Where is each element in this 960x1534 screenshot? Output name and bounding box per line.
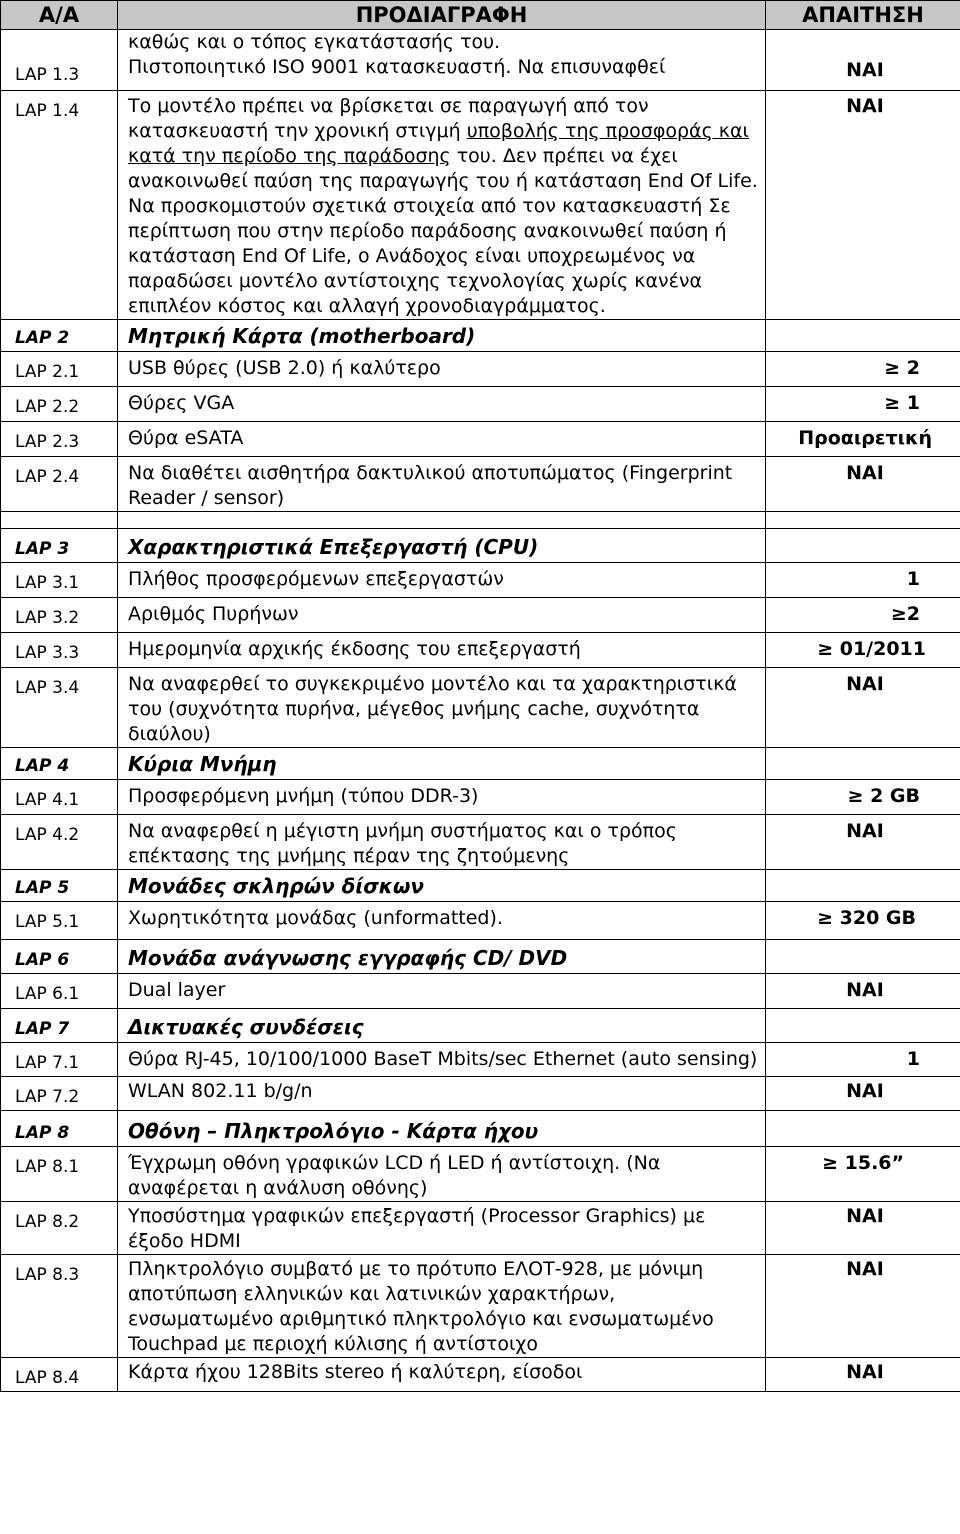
section-title: Κύρια Μνήμη [118, 748, 766, 780]
row-requirement: ΝΑΙ [766, 1077, 960, 1111]
row-spec: USB θύρες (USB 2.0) ή καλύτερο [118, 352, 766, 387]
row-spec: Να αναφερθεί η μέγιστη μνήμη συστήματος και ο τρόπος επέκτασης της μνήμης πέραν της ζητούμενης [118, 815, 766, 870]
row-spec: Να αναφερθεί το συγκεκριμένο μοντέλο και τα χαρακτηριστικά του (συχνότητα πυρήνα, μέγεθος μνήμης cache, συχνότητα διαύλου) [118, 668, 766, 748]
table-row [1, 974, 960, 1009]
row-requirement: ΝΑΙ [766, 668, 960, 748]
row-code: LAP 8.3 [1, 1255, 118, 1358]
row-code: LAP 1.3 [1, 30, 118, 91]
row-requirement [766, 1111, 960, 1147]
row-requirement: ΝΑΙ [766, 815, 960, 870]
row-code: LAP 2.2 [1, 387, 118, 422]
row-requirement [766, 940, 960, 974]
row-code: LAP 7.2 [1, 1077, 118, 1111]
row-requirement: ΝΑΙ [766, 457, 960, 512]
section-code: LAP 7 [1, 1009, 118, 1043]
row-spec: Ημερομηνία αρχικής έκδοσης του επεξεργαστή [118, 633, 766, 668]
table-row [1, 780, 960, 815]
row-requirement: ≥ 15.6” [766, 1147, 960, 1202]
section-code: LAP 5 [1, 870, 118, 902]
row-code: LAP 8.4 [1, 1358, 118, 1392]
section-row [1, 1111, 960, 1147]
row-code: LAP 6.1 [1, 974, 118, 1009]
section-row [1, 529, 960, 563]
table-row [1, 91, 960, 320]
row-spec [118, 30, 766, 91]
table-row [1, 387, 960, 422]
row-requirement: ΝΑΙ [766, 974, 960, 1009]
section-title: Δικτυακές συνδέσεις [118, 1009, 766, 1043]
table-row [1, 1077, 960, 1111]
row-requirement: ≥ 2 [766, 352, 960, 387]
row-spec: Κάρτα ήχου 128Bits stereo ή καλύτερη, είσοδοι [118, 1358, 766, 1392]
row-requirement [766, 748, 960, 780]
row-spec: Χωρητικότητα μονάδας (unformatted). [118, 902, 766, 940]
row-spec: Θύρα eSATA [118, 422, 766, 457]
spacer-row [1, 512, 960, 529]
row-requirement: ΝΑΙ [766, 91, 960, 320]
row-requirement: ≥ 1 [766, 387, 960, 422]
section-code: LAP 6 [1, 940, 118, 974]
section-title: Μονάδα ανάγνωσης εγγραφής CD/ DVD [118, 940, 766, 974]
row-requirement: ΝΑΙ [766, 30, 960, 91]
row-requirement: ΝΑΙ [766, 1202, 960, 1255]
row-spec: Θύρα RJ-45, 10/100/1000 BaseT Mbits/sec Ethernet (auto sensing) [118, 1043, 766, 1077]
row-code: LAP 4.1 [1, 780, 118, 815]
table-row [1, 633, 960, 668]
spec-text-underlined: υποβολής της προσφοράς και κατά την περίοδο της παράδοσης [128, 120, 749, 167]
row-spec [118, 91, 766, 320]
row-spec: Έγχρωμη οθόνη γραφικών LCD ή LED ή αντίστοιχη. (Να αναφέρεται η ανάλυση οθόνης) [118, 1147, 766, 1202]
section-row [1, 1009, 960, 1043]
section-title: Μητρική Κάρτα (motherboard) [118, 320, 766, 352]
row-requirement: ≥ 320 GB [766, 902, 960, 940]
header-code: Α/Α [1, 1, 118, 30]
table-row [1, 1147, 960, 1202]
row-code: LAP 2.3 [1, 422, 118, 457]
row-code: LAP 5.1 [1, 902, 118, 940]
table-header [1, 1, 960, 30]
section-code: LAP 2 [1, 320, 118, 352]
row-requirement: ΝΑΙ [766, 1255, 960, 1358]
section-row [1, 940, 960, 974]
table-row [1, 422, 960, 457]
row-spec: Προσφερόμενη μνήμη (τύπου DDR-3) [118, 780, 766, 815]
row-code: LAP 2.1 [1, 352, 118, 387]
row-code: LAP 1.4 [1, 91, 118, 320]
row-spec: Υποσύστημα γραφικών επεξεργαστή (Processor Graphics) με έξοδο HDMI [118, 1202, 766, 1255]
row-code: LAP 7.1 [1, 1043, 118, 1077]
row-spec: Πλήθος προσφερόμενων επεξεργαστών [118, 563, 766, 598]
row-requirement [766, 870, 960, 902]
row-requirement [766, 320, 960, 352]
section-row [1, 320, 960, 352]
continuation-text: καθώς και ο τόπος εγκατάστασής του. [128, 31, 501, 53]
row-code: LAP 3.3 [1, 633, 118, 668]
row-code: LAP 8.1 [1, 1147, 118, 1202]
table-row [1, 815, 960, 870]
row-requirement: 1 [766, 1043, 960, 1077]
section-title: Οθόνη – Πληκτρολόγιο - Κάρτα ήχου [118, 1111, 766, 1147]
row-requirement: 1 [766, 563, 960, 598]
table-row [1, 563, 960, 598]
header-spec: ΠΡΟΔΙΑΓΡΑΦΗ [118, 1, 766, 30]
spec-text: Να προσκομιστούν σχετικά στοιχεία από τον κατασκευαστή Σε περίπτωση που στην περίοδο παράδοσης ανακοινωθεί παύση ή κατάσταση End Of Life, ο Ανάδοχος είναι υποχρεωμένος να παραδώσει μοντέλο αντίστοιχης τεχνολογίας χωρίς κανένα επιπλέον κόστος και αλλαγή χρονοδιαγράμματος. [128, 195, 731, 317]
row-spec: Να διαθέτει αισθητήρα δακτυλικού αποτυπώματος (Fingerprint Reader / sensor) [118, 457, 766, 512]
header-requirement: ΑΠΑΙΤΗΣΗ [766, 1, 960, 30]
row-spec: WLAN 802.11 b/g/n [118, 1077, 766, 1111]
row-requirement: ≥ 01/2011 [766, 633, 960, 668]
table-row [1, 668, 960, 748]
row-code: LAP 2.4 [1, 457, 118, 512]
row-code: LAP 3.4 [1, 668, 118, 748]
row-spec: Dual layer [118, 974, 766, 1009]
spec-text: Το μοντέλο πρέπει να βρίσκεται σε παραγωγή από τον κατασκευαστή την χρονική στιγμή [128, 95, 649, 142]
table-row [1, 902, 960, 940]
row-requirement: ΝΑΙ [766, 1358, 960, 1392]
row-spec: Θύρες VGA [118, 387, 766, 422]
section-title: Μονάδες σκληρών δίσκων [118, 870, 766, 902]
row-requirement [766, 529, 960, 563]
row-requirement: Προαιρετική [766, 422, 960, 457]
table-row [1, 352, 960, 387]
row-requirement [766, 1009, 960, 1043]
row-code: LAP 4.2 [1, 815, 118, 870]
table-row [1, 1202, 960, 1255]
section-code: LAP 8 [1, 1111, 118, 1147]
row-spec: Πληκτρολόγιο συμβατό με το πρότυπο ΕΛΟΤ-928, με μόνιμη αποτύπωση ελληνικών και λατινικών χαρακτήρων, ενσωματωμένο αριθμητικό πληκτρολόγιο και ενσωματωμένο Touchpad με περιοχή κύλισης ή αντίστοιχο [118, 1255, 766, 1358]
table-row [1, 30, 960, 91]
row-requirement: ≥ 2 GB [766, 780, 960, 815]
row-code: LAP 3.1 [1, 563, 118, 598]
spec-text: Πιστοποιητικό ISO 9001 κατασκευαστή. Να επισυναφθεί [128, 56, 666, 78]
row-code: LAP 3.2 [1, 598, 118, 633]
row-code: LAP 8.2 [1, 1202, 118, 1255]
section-row [1, 870, 960, 902]
spec-text: του. Δεν πρέπει να έχει ανακοινωθεί παύση της παραγωγής του ή κατάσταση End Of Life. [128, 145, 758, 192]
section-title: Χαρακτηριστικά Επεξεργαστή (CPU) [118, 529, 766, 563]
row-spec: Αριθμός Πυρήνων [118, 598, 766, 633]
table-row [1, 1043, 960, 1077]
row-requirement: ≥2 [766, 598, 960, 633]
section-code: LAP 3 [1, 529, 118, 563]
section-code: LAP 4 [1, 748, 118, 780]
table-row [1, 1358, 960, 1392]
table-row [1, 457, 960, 512]
table-row [1, 598, 960, 633]
table-row [1, 1255, 960, 1358]
section-row [1, 748, 960, 780]
